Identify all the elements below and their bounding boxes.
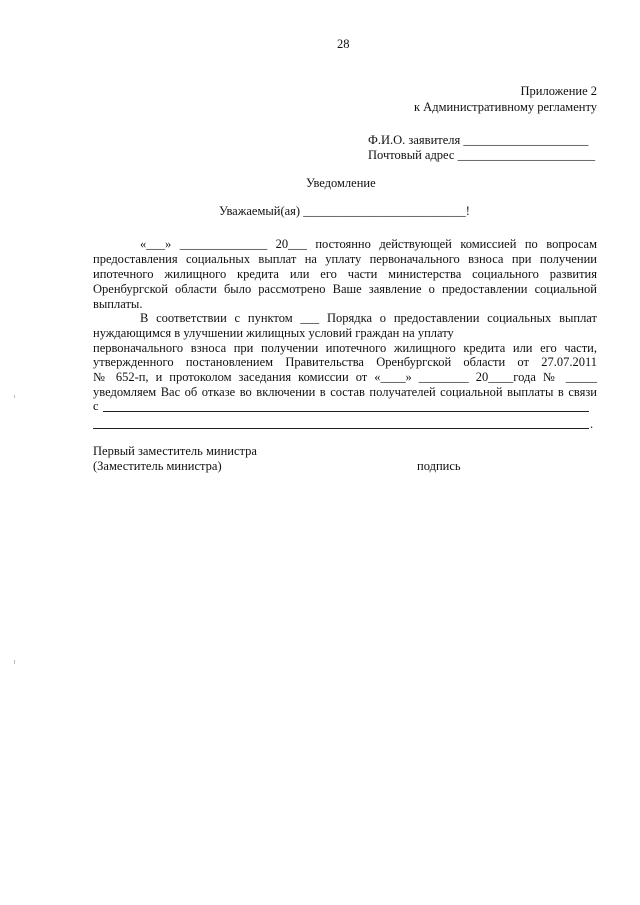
reason-blank-line bbox=[103, 411, 589, 412]
p1-word: постоянно bbox=[315, 237, 371, 251]
applicant-address-blank: ______________________ bbox=[457, 148, 596, 162]
signatory-title: Первый заместитель министра bbox=[93, 444, 257, 458]
p1-date-month: ______________ bbox=[179, 237, 268, 251]
paragraph-1-line-1 bbox=[140, 237, 597, 252]
paragraph-1-line-4: Оренбургской области было рассмотрено Ваше заявление о предоставлении социальной bbox=[93, 282, 597, 296]
scan-mark bbox=[14, 395, 15, 398]
applicant-name-label: Ф.И.О. заявителя bbox=[368, 133, 461, 147]
paragraph-2-line-2: нуждающимся в улучшении жилищных условий граждан на уплату bbox=[93, 326, 454, 340]
paragraph-2-line-3: первоначального взноса при получении ипотечного жилищного кредита или его части, bbox=[93, 341, 597, 355]
appendix-line-2: к Административному регламенту bbox=[413, 100, 597, 114]
applicant-name-row bbox=[368, 133, 588, 148]
paragraph-1-line-2: предоставления социальных выплат на уплату первоначального взноса при получении bbox=[93, 252, 597, 266]
p1-word: действующей bbox=[379, 237, 452, 251]
applicant-address-row bbox=[368, 148, 595, 163]
applicant-name-blank: ____________________ bbox=[463, 133, 589, 147]
paragraph-2-line-6: уведомляем Вас об отказе во включении в состав получателей социальной выплаты в связи bbox=[93, 385, 597, 399]
reason-blank-line bbox=[93, 428, 589, 429]
paragraph-1-line-3: ипотечного жилищного кредита или его части министерства социального развития bbox=[93, 267, 597, 281]
appendix-line-1: Приложение 2 bbox=[520, 84, 597, 98]
document-title: Уведомление bbox=[306, 176, 376, 190]
paragraph-2-line-1: В соответствии с пунктом ___ Порядка о предоставлении социальных выплат bbox=[140, 311, 597, 325]
paragraph-2-line-5: № 652-п, и протоколом заседания комиссии от «____» ________ 20____года № _____ bbox=[93, 370, 597, 384]
paragraph-2-line-4: утвержденного постановлением Правительства Оренбургской области от 27.07.2011 bbox=[93, 355, 597, 369]
greeting bbox=[219, 204, 470, 219]
p1-word: вопросам bbox=[546, 237, 597, 251]
paragraph-2-line-7: с bbox=[93, 399, 99, 413]
scan-mark bbox=[14, 660, 15, 664]
reason-end-period: . bbox=[590, 417, 594, 431]
greeting-end: ! bbox=[465, 204, 470, 218]
p1-word: комиссией bbox=[460, 237, 517, 251]
applicant-address-label: Почтовый адрес bbox=[368, 148, 455, 162]
p1-word: по bbox=[524, 237, 538, 251]
p1-date-day: «___» bbox=[140, 237, 172, 251]
p1-date-year: 20___ bbox=[275, 237, 307, 251]
greeting-blank: __________________________ bbox=[303, 204, 466, 218]
page-number: 28 bbox=[337, 37, 350, 51]
signature-label: подпись bbox=[417, 459, 461, 473]
signatory-alt-title: (Заместитель министра) bbox=[93, 459, 222, 473]
greeting-text: Уважаемый(ая) bbox=[219, 204, 301, 218]
paragraph-1-line-5: выплаты. bbox=[93, 297, 143, 311]
